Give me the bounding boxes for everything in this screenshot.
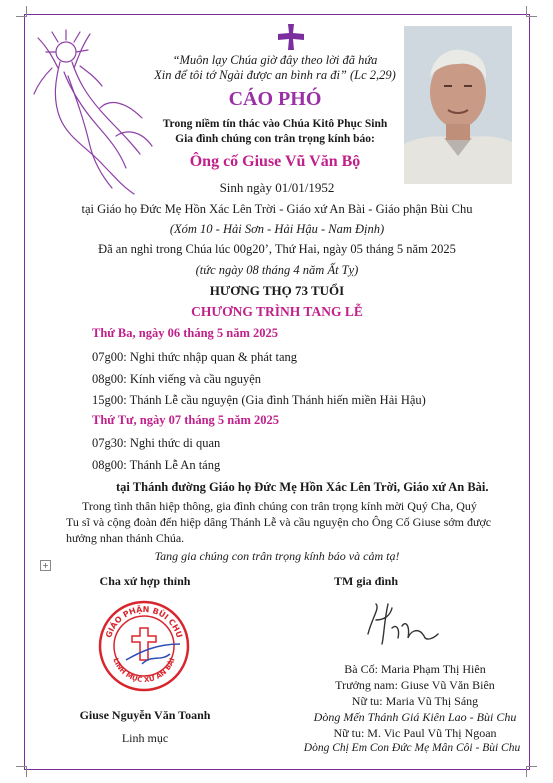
schedule-item: 15g00: Thánh Lễ cầu nguyện (Gia đình Thánh hiến miền Hải Hậu) — [92, 393, 426, 407]
intro-line: Trong niềm tín thác vào Chúa Kitô Phục Sinh — [162, 118, 388, 130]
invitation-line: Trong tình thân hiệp thông, gia đình chúng con trân trọng kính mời Quý Cha, Quý — [82, 499, 477, 513]
birth-date: Sinh ngày 01/01/1952 — [219, 180, 335, 195]
risen-christ-drawing — [30, 28, 170, 198]
schedule-item: 08g00: Kính viếng và cầu nguyện — [92, 372, 262, 386]
seal-text-bottom: LINH MỤC XỨ AN BÀI — [111, 656, 177, 685]
parish-line: tại Giáo họ Đức Mẹ Hồn Xác Lên Trời - Giáo xứ An Bài - Giáo phận Bùi Chu — [81, 202, 473, 216]
program-title: CHƯƠNG TRÌNH TANG LỄ — [191, 304, 363, 319]
age-line: HƯƠNG THỌ 73 TUỔI — [209, 283, 345, 298]
crop-mark — [526, 6, 537, 17]
address-line: (Xóm 10 - Hải Sơn - Hải Hậu - Nam Định) — [169, 222, 385, 236]
location-line: tại Thánh đường Giáo họ Đức Mẹ Hồn Xác Lên Trời, Giáo xứ An Bài. — [116, 480, 489, 494]
crop-mark — [16, 6, 27, 17]
intro-line: Gia đình chúng con trân trọng kính báo: — [175, 133, 375, 145]
parish-seal-icon — [96, 598, 192, 694]
day2-heading: Thứ Tư, ngày 07 tháng 5 năm 2025 — [92, 413, 280, 427]
scripture-line: Xin để tôi tớ Ngài được an bình ra đi” (Lc 2,29) — [154, 68, 396, 82]
invitation-line: hưởng nhan thánh Chúa. — [66, 531, 185, 545]
schedule-item: 07g30: Nghi thức di quan — [92, 436, 221, 450]
passed-line: Đã an nghỉ trong Chúa lúc 00g20’, Thứ Hai, ngày 05 tháng 5 năm 2025 — [98, 242, 456, 256]
lunar-date: (tức ngày 08 tháng 4 năm Ất Tỵ) — [195, 263, 359, 277]
deceased-portrait — [404, 26, 512, 184]
invitation-line: Tu sĩ và cộng đoàn đến hiệp dâng Thánh Lễ và cầu nguyện cho Ông Cố Giuse sớm được — [66, 515, 492, 529]
crop-mark — [16, 766, 27, 777]
page-title: CÁO PHÓ — [228, 88, 322, 110]
priest-name: Giuse Nguyễn Văn Toanh — [79, 708, 211, 722]
move-handle-icon[interactable]: + — [40, 560, 51, 571]
day1-heading: Thứ Ba, ngày 06 tháng 5 năm 2025 — [92, 326, 279, 340]
left-sign-label: Cha xứ hợp thỉnh — [99, 574, 191, 588]
closing-line: Tang gia chúng con trân trọng kính báo và cảm tạ! — [154, 549, 400, 563]
family-member: Trưởng nam: Giuse Vũ Văn Biên — [335, 678, 495, 692]
family-member: Dòng Mến Thánh Giá Kiên Lao - Bùi Chu — [313, 710, 517, 724]
family-member: Nữ tu: Maria Vũ Thị Sáng — [351, 694, 479, 708]
schedule-item: 08g00: Thánh Lễ An táng — [92, 458, 221, 472]
seal-text-top: GIÁO PHẬN BÙI CHU — [104, 604, 184, 639]
deceased-name: Ông cố Giuse Vũ Văn Bộ — [189, 153, 361, 170]
family-member: Bà Cố: Maria Phạm Thị Hiên — [344, 662, 486, 676]
right-sign-label: TM gia đình — [334, 574, 399, 588]
priest-role: Linh mục — [121, 731, 169, 745]
scripture-line: “Muôn lạy Chúa giờ đây theo lời đã hứa — [172, 53, 378, 67]
family-member: Nữ tu: M. Vic Paul Vũ Thị Ngoan — [333, 726, 497, 740]
svg-text:LINH MỤC XỨ AN BÀI — [111, 657, 176, 684]
family-member: Dòng Chị Em Con Đức Mẹ Mân Côi - Bùi Chu — [303, 742, 521, 754]
cross-icon — [278, 24, 304, 50]
crop-mark — [526, 766, 537, 777]
family-signature — [362, 598, 442, 654]
signature-text: Hiên — [402, 611, 418, 620]
schedule-item: 07g00: Nghi thức nhập quan & phát tang — [92, 350, 298, 364]
